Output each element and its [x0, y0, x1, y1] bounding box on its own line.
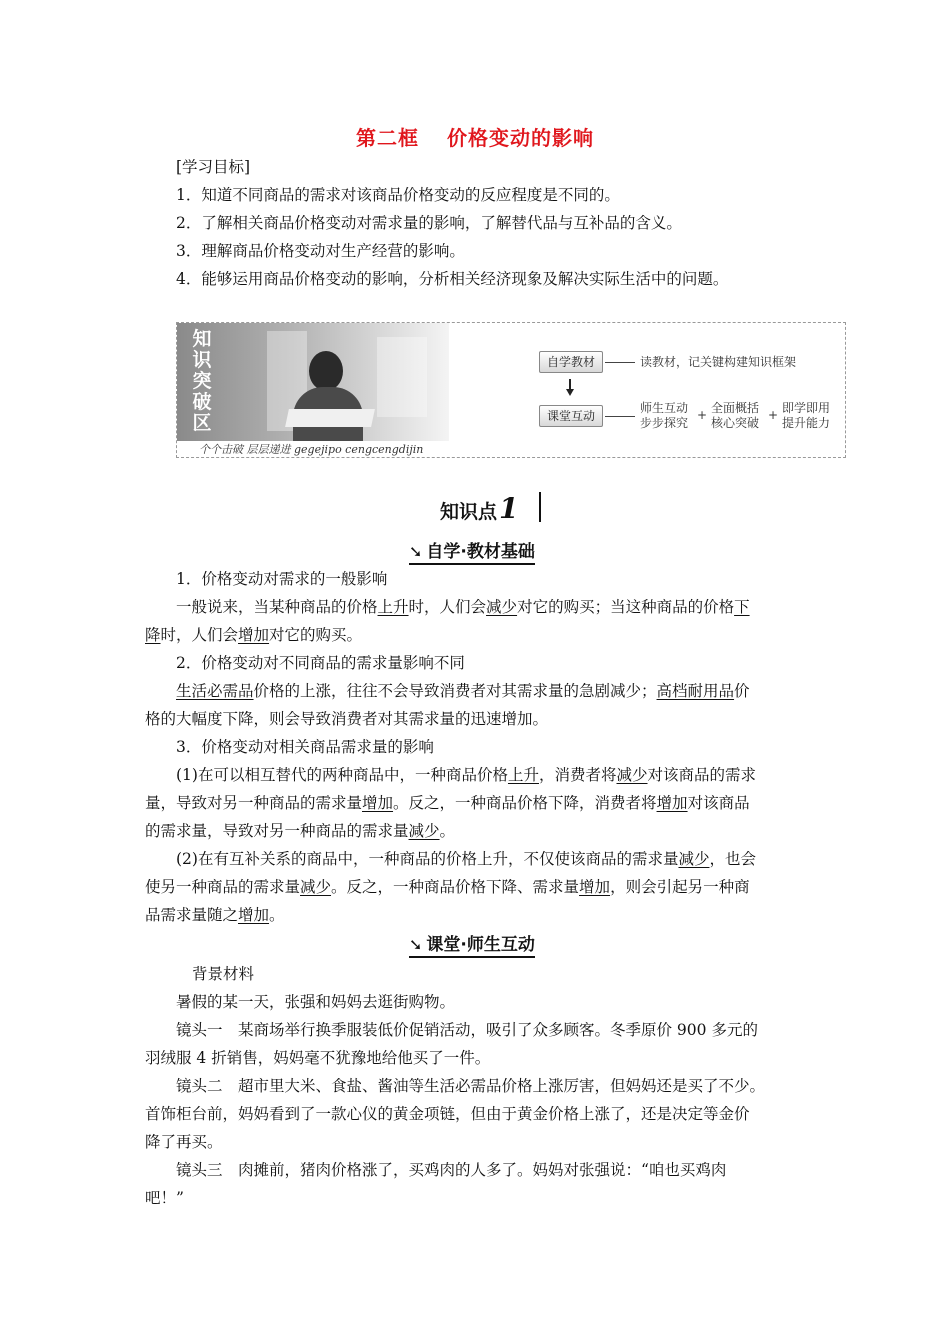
- flow-step1: 师生互动 步步探究: [640, 401, 689, 430]
- objective-item: 4．能够运用商品价格变动的影响，分析相关经济现象及解决实际生活中的问题。: [176, 270, 729, 288]
- paragraph-line: 吧！”: [145, 1189, 184, 1207]
- point-title: 2．价格变动对不同商品的需求量影响不同: [176, 654, 465, 672]
- arrow-icon: ➘: [409, 935, 423, 954]
- plus-icon: +: [768, 408, 779, 422]
- paragraph-line: 量，导致对另一种商品的需求量增加。反之，一种商品价格下降，消费者将增加对该商品: [145, 794, 750, 812]
- paragraph-line: 镜头二 超市里大米、食盐、酱油等生活必需品价格上涨厉害，但妈妈还是买了不少。: [176, 1077, 766, 1095]
- section-heading-self-study: ➘ 自学·教材基础: [409, 537, 535, 565]
- paragraph-line: (2)在有互补关系的商品中，一种商品的价格上升，不仅使该商品的需求量减少，也会: [176, 850, 756, 868]
- background-title: 背景材料: [192, 965, 255, 983]
- paragraph-line: 生活必需品价格的上涨，往往不会导致消费者对其需求量的急剧减少；高档耐用品价: [176, 682, 750, 700]
- paragraph-line: 格的大幅度下降，则会导致消费者对其需求量的迅速增加。: [145, 710, 549, 728]
- point-title: 1．价格变动对需求的一般影响: [176, 570, 388, 588]
- open-book-icon: [285, 409, 375, 427]
- knowledge-point-label: 知识点1: [440, 492, 519, 525]
- objectives-heading: [学习目标]: [176, 158, 251, 176]
- banner-vertical-title: 知 识 突 破 区: [192, 328, 212, 434]
- paragraph-line: 使另一种商品的需求量减少。反之，一种商品价格下降、需求量增加，则会引起另一种商: [145, 878, 750, 896]
- paragraph-line: 降了再买。: [145, 1133, 223, 1151]
- banner-caption: 个个击破 层层递进 gegejipo cengcengdijin: [199, 443, 424, 456]
- paragraph-line: (1)在可以相互替代的两种商品中，一种商品价格上升，消费者将减少对该商品的需求: [176, 766, 757, 784]
- arrow-down-icon: [566, 389, 574, 396]
- title-part2: 价格变动的影响: [447, 126, 594, 150]
- paragraph-line: 暑假的某一天，张强和妈妈去逛街购物。: [176, 993, 456, 1011]
- objective-item: 3．理解商品价格变动对生产经营的影响。: [176, 242, 465, 260]
- flow-step2: 全面概括 核心突破: [711, 401, 760, 430]
- objective-item: 1．知道不同商品的需求对该商品价格变动的反应程度是不同的。: [176, 186, 620, 204]
- flow-desc: 读教材，记关键构建知识框架: [640, 355, 797, 369]
- flow-box-self-study: 自学教材: [539, 351, 603, 373]
- page-title: [0, 122, 950, 151]
- knowledge-banner: [176, 322, 846, 458]
- section-heading-classroom: ➘ 课堂·师生互动: [409, 930, 535, 958]
- paragraph-line: 镜头三 肉摊前，猪肉价格涨了，买鸡肉的人多了。妈妈对张强说：“咱也买鸡肉: [176, 1161, 727, 1179]
- divider: [539, 492, 541, 522]
- plus-icon: +: [697, 408, 708, 422]
- paragraph-line: 镜头一 某商场举行换季服装低价促销活动，吸引了众多顾客。冬季原价 900 多元的: [176, 1021, 758, 1039]
- paragraph-line: 首饰柜台前，妈妈看到了一款心仪的黄金项链，但由于黄金价格上涨了，还是决定等金价: [145, 1105, 750, 1123]
- title-part1: 第二框: [356, 126, 419, 150]
- reader-head: [309, 351, 343, 391]
- paragraph-line: 羽绒服 4 折销售，妈妈毫不犹豫地给他买了一件。: [145, 1049, 491, 1067]
- point-title: 3．价格变动对相关商品需求量的影响: [176, 738, 434, 756]
- flow-box-classroom: 课堂互动: [539, 405, 603, 427]
- paragraph-line: 一般说来，当某种商品的价格上升时，人们会减少对它的购买；当这种商品的价格下: [176, 598, 750, 616]
- banner-photo: [177, 323, 449, 441]
- arrow-icon: ➘: [409, 542, 423, 561]
- objective-item: 2．了解相关商品价格变动对需求量的影响，了解替代品与互补品的含义。: [176, 214, 682, 232]
- paragraph-line: 的需求量，导致对另一种商品的需求量减少。: [145, 822, 456, 840]
- paragraph-line: 品需求量随之增加。: [145, 906, 285, 924]
- flow-step3: 即学即用 提升能力: [782, 401, 831, 430]
- paragraph-line: 降时，人们会增加对它的购买。: [145, 626, 363, 644]
